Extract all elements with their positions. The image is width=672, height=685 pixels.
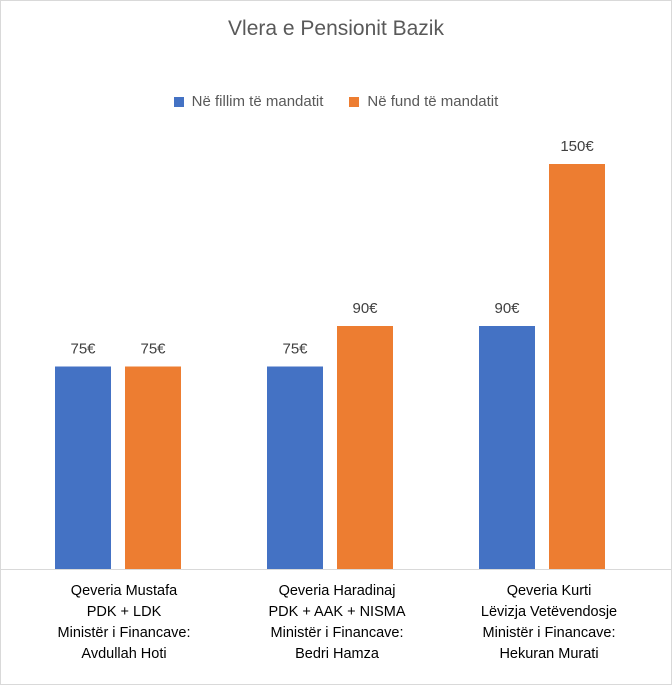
bar-start-1 bbox=[267, 367, 323, 570]
data-label: 150€ bbox=[560, 138, 594, 155]
category-line: Lëvizja Vetëvendosje bbox=[480, 604, 618, 620]
legend-label-end: Në fund të mandatit bbox=[367, 93, 499, 110]
bar-start-0 bbox=[55, 367, 111, 570]
bar-start-2 bbox=[479, 326, 535, 569]
bar-end-0 bbox=[125, 367, 181, 570]
data-label: 90€ bbox=[352, 300, 378, 317]
category-line: Avdullah Hoti bbox=[81, 646, 167, 662]
chart-title: Vlera e Pensionit Bazik bbox=[228, 17, 444, 40]
bar-end-1 bbox=[337, 326, 393, 569]
category-line: Bedri Hamza bbox=[295, 646, 379, 662]
legend-label-start: Në fillim të mandatit bbox=[191, 93, 324, 110]
data-label: 90€ bbox=[494, 300, 520, 317]
category-line: Ministër i Financave: bbox=[270, 625, 404, 641]
category-line: Qeveria Mustafa bbox=[70, 583, 178, 599]
category-line: PDK + LDK bbox=[86, 604, 162, 620]
category-label-kurti bbox=[437, 581, 661, 665]
data-label: 75€ bbox=[70, 340, 96, 358]
category-label-mustafa bbox=[12, 581, 236, 665]
category-line: Qeveria Haradinaj bbox=[278, 583, 396, 599]
data-label: 75€ bbox=[282, 340, 308, 358]
category-label-haradinaj bbox=[225, 581, 449, 665]
category-line: Hekuran Murati bbox=[499, 646, 599, 662]
data-label: 75€ bbox=[140, 340, 166, 358]
category-line: PDK + AAK + NISMA bbox=[268, 604, 406, 620]
category-line: Qeveria Kurti bbox=[506, 583, 592, 599]
category-line: Ministër i Financave: bbox=[482, 625, 616, 641]
bar-end-2 bbox=[549, 164, 605, 569]
category-line: Ministër i Financave: bbox=[57, 625, 191, 641]
